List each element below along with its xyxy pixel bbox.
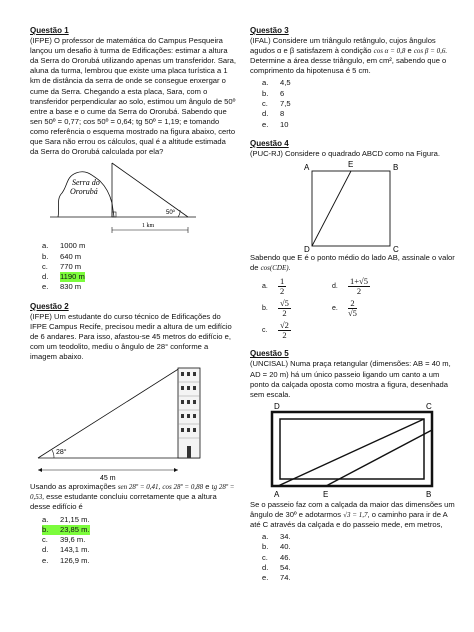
q5-options <box>262 532 456 583</box>
q3-text: (IFAL) Considere um triângulo retângulo, cujos ângulos agudos α e β satisfazem à condição cos α = 0,8 e cos β = 0,6. Determine a área desse triângulo, em cm², sabendo que o comprimento da hipotenusa é 5 cm. <box>250 36 448 76</box>
sqrt3-approx: √3 = 1,7 <box>343 510 368 519</box>
q5-option-d[interactable]: d. 54. <box>262 562 291 572</box>
q2-option-d[interactable]: d. 143,1 m. <box>42 545 90 555</box>
label-e: E <box>348 160 354 170</box>
label-b: B <box>393 163 399 173</box>
segment-de <box>312 171 351 246</box>
q5-text: (UNCISAL) Numa praça retangular (dimensões: AB = 40 m, AD = 20 m) há um único passeio ligando um canto a um ponto da calçada oposta como mostra a figura, desenhada sem escala. <box>250 359 451 399</box>
q1-text: (IFPE) O professor de matemática do Campus Pesqueira lançou um desafio à turma de Edificações: estimar a altura da Serra do Ororubá utilizando apenas um transferidor. Sara, aluna da turma, lembrou que existe uma placa turística a 1 km de distância da serra de onde se consegue enxergar o cume da Serra. Chegando a esta placa, Sara, com o transferidor perpendicular ao solo, estimou um ângulo de 50º entre a base e o cume da Serra do Ororubá. Sabendo que sen 50º = 0,77; cos 50º = 0,64; tg 50º = 1,19; e tomando como referência o esquema mostrado na figura abaixo, certo que Sara não errou os cálculos, qual é a altitude estimada da Serra do Ororubá calculada por ela? <box>30 36 236 157</box>
q1-option-e[interactable]: e. 830 m <box>42 282 82 292</box>
segment-ec <box>351 171 390 246</box>
q3-options <box>262 78 456 129</box>
q4-figure-square <box>250 159 456 253</box>
label-c: C <box>426 401 432 411</box>
q1-options <box>42 241 236 292</box>
q1-figure-mountain <box>30 157 236 239</box>
q4-question: Sabendo que E é o ponto médio do lado AB, assinale o valor de cos(CDE). <box>250 253 455 273</box>
q3-option-c[interactable]: c. 7,5 <box>262 99 291 109</box>
mountain-label-1: Serra do <box>72 178 100 188</box>
mountain-label-2: Ororubá <box>70 187 98 197</box>
q5-title: Questão 5 <box>250 349 289 359</box>
q4-option-e[interactable]: e. $\frac{2}{√5}$ <box>332 298 357 319</box>
q5-figure-plaza <box>250 400 456 500</box>
label-d: D <box>274 401 280 411</box>
q2-option-c[interactable]: c. 39,6 m. <box>42 535 86 545</box>
distance-label: 1 km <box>142 223 155 230</box>
cos-cde-expression: cos(CDE). <box>260 264 291 273</box>
cos-beta-condition: cos β = 0,6. <box>413 47 448 56</box>
q3-option-e[interactable]: e. 10 <box>262 119 289 129</box>
q3-option-d[interactable]: d. 8 <box>262 109 285 119</box>
highlighted-answer: 23,85 m. <box>60 524 90 534</box>
angle-label: 28° <box>56 449 67 457</box>
q4-option-b[interactable]: b. $\frac{√5}{2}$ <box>262 298 289 319</box>
cos-alpha-condition: cos α = 0,8 <box>373 47 406 56</box>
q3-option-a[interactable]: a. 4,5 <box>262 78 291 88</box>
q4-title: Questão 4 <box>250 138 289 148</box>
q4-text: (PUC-RJ) Considere o quadrado ABCD como na Figura. <box>250 149 440 159</box>
q2-option-b[interactable]: b. 23,85 m. <box>42 524 90 534</box>
angle-arc <box>52 450 54 458</box>
q5-option-c[interactable]: c. 46. <box>262 552 291 562</box>
sight-line <box>38 368 180 458</box>
angle-label: 50º <box>166 210 175 217</box>
label-c: C <box>393 245 399 254</box>
q4-option-c[interactable]: c. $\frac{√2}{2}$ <box>262 320 289 341</box>
tg-expression: tg 28º = 0,53, <box>30 483 235 502</box>
cos-expression: cos 28º = 0,88 <box>162 483 204 492</box>
q4-option-a[interactable]: a. $\frac{1}{2}$ <box>262 276 285 297</box>
q1-option-d[interactable]: d. 1190 m <box>42 272 85 282</box>
walkway-2 <box>326 430 432 486</box>
q1-option-a[interactable]: a. 1000 m <box>42 241 86 251</box>
q4-options <box>262 277 456 340</box>
q5-question: Se o passeio faz com a calçada da maior das dimensões um ângulo de 30º e adotarmos √3 = 1,7, o caminho para ir de A até C através da calçada e do passeio mede, em metros, <box>250 499 455 529</box>
q2-option-a[interactable]: a. 21,15 m. <box>42 514 90 524</box>
left-column <box>30 26 236 566</box>
q2-figure-building <box>30 362 236 482</box>
square-abcd <box>312 171 390 246</box>
q1-option-b[interactable]: b. 640 m <box>42 251 82 261</box>
q3-option-b[interactable]: b. 6 <box>262 88 285 98</box>
q2-title: Questão 2 <box>30 301 69 311</box>
q4-option-d[interactable]: d. $\frac{1+√5}{2}$ <box>332 276 368 297</box>
q2-text: (IFPE) Um estudante do curso técnico de Edificações do IFPE Campus Recife, precisou medir a altura de um edifício de 6 andares. Para isso, afastou-se 45 metros do edifício e, com um teodolito, mediu o ângulo de 28° conforme a imagem abaixo. <box>30 311 232 362</box>
walkway-1 <box>278 419 424 486</box>
sight-line <box>112 163 188 217</box>
label-a: A <box>274 489 280 499</box>
plaza-inner <box>280 419 424 479</box>
q1-option-c[interactable]: c. 770 m <box>42 261 82 271</box>
label-e: E <box>323 489 329 499</box>
label-b: B <box>426 489 432 499</box>
distance-label: 45 m <box>100 475 116 483</box>
q3-title: Questão 3 <box>250 26 289 35</box>
building <box>178 368 200 458</box>
q5-option-a[interactable]: a. 34. <box>262 532 291 542</box>
label-d: D <box>304 245 310 254</box>
q5-option-e[interactable]: e. 74. <box>262 573 291 583</box>
q2-options <box>42 515 236 566</box>
q5-option-b[interactable]: b. 40. <box>262 542 291 552</box>
q2-option-e[interactable]: e. 126,9 m. <box>42 555 90 565</box>
right-column <box>250 26 456 584</box>
q2-approx: Usando as aproximações sen 28º = 0,41, cos 28º = 0,88 e tg 28º = 0,53, esse estudante concluiu corretamente que a altura desse edifício é <box>30 482 235 512</box>
highlighted-answer: 1190 m <box>60 272 85 282</box>
plaza-outer <box>272 412 432 486</box>
sen-expression: sen 28º = 0,41, <box>117 483 161 492</box>
label-a: A <box>304 163 310 173</box>
q1-title: Questão 1 <box>30 26 69 35</box>
